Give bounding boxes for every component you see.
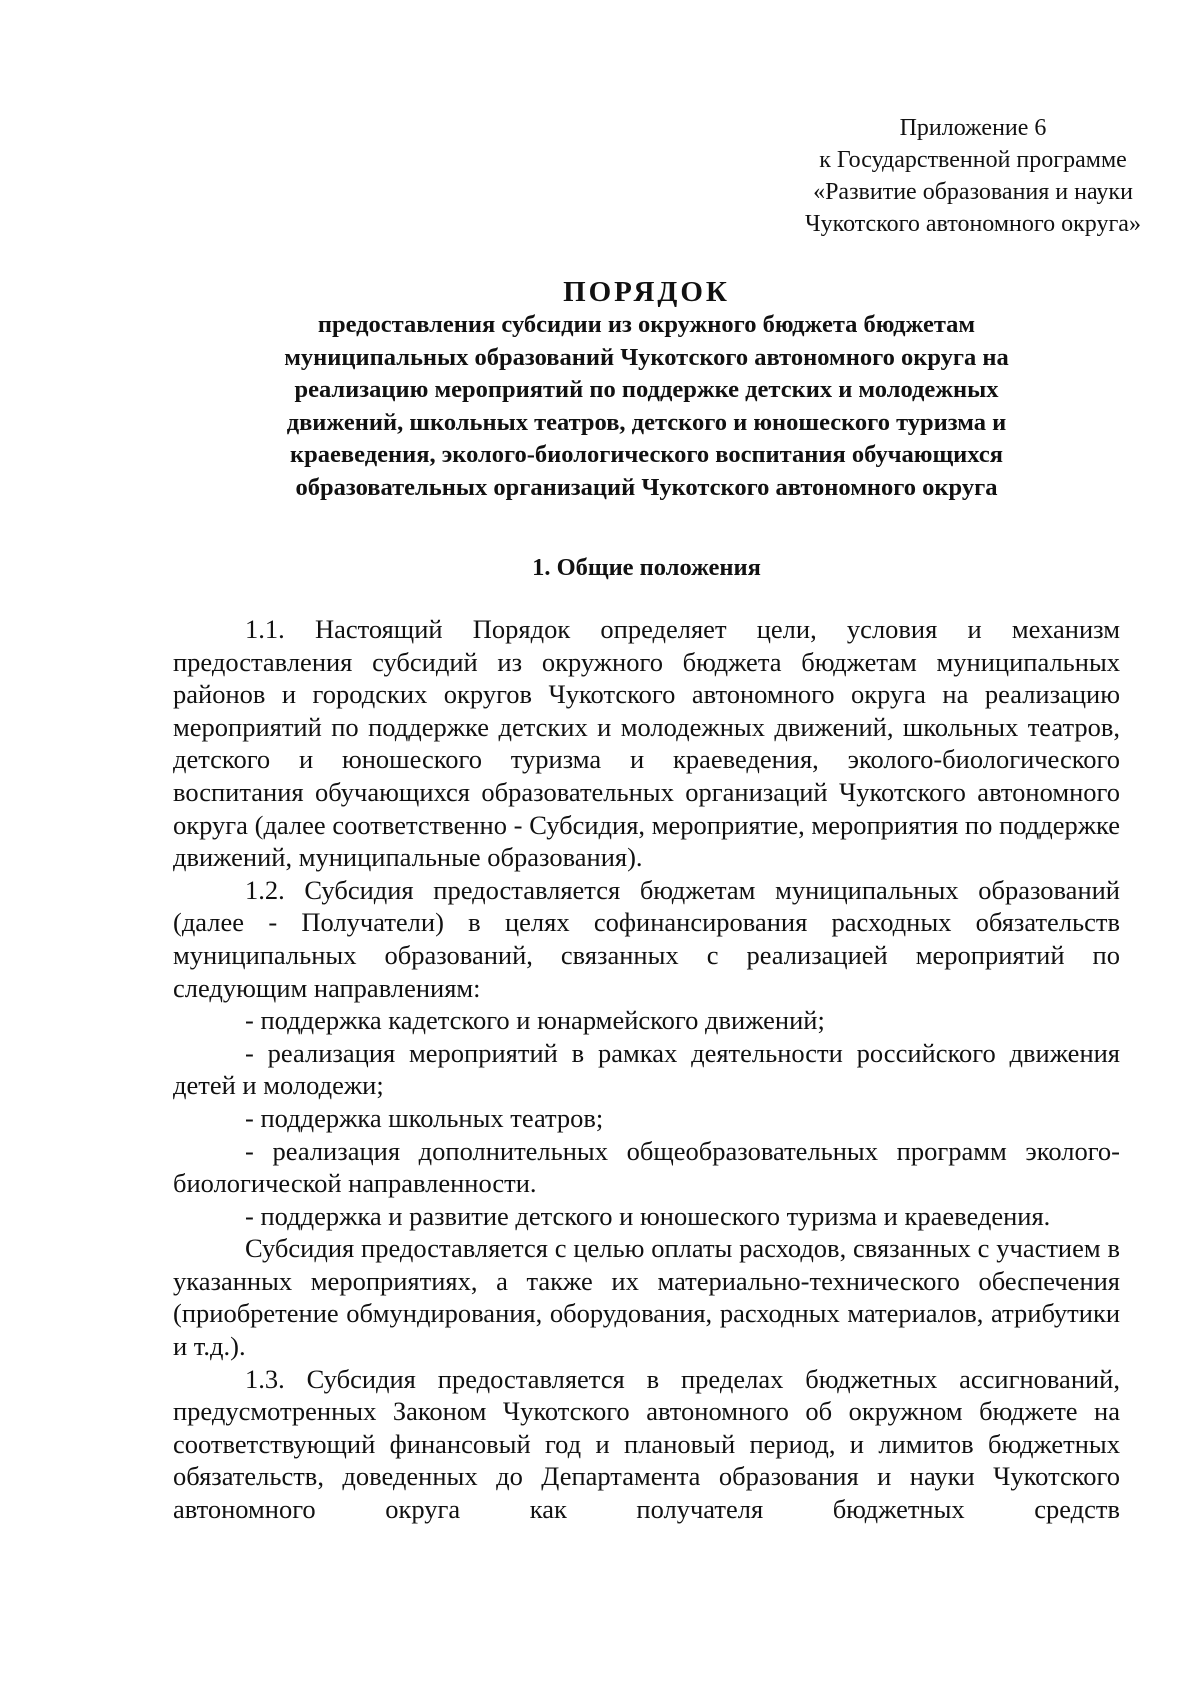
paragraph-1-2: 1.2. Субсидия предоставляется бюджетам муниципальных образований (далее - Получатели) в целях софинансирования расходных обязательств муниципальных образований, связанных с реализацией мероприятий по следующим направлениям: [173,874,1120,1003]
appendix-line-3: «Развитие образования и науки [813,179,1133,205]
paragraph-1-1: 1.1. Настоящий Порядок определяет цели, условия и механизм предоставления субсидий из окружного бюджета бюджетам муниципальных районов и городских округов Чукотского автономного округа на реализацию мероприятий по поддержке детских и молодежных движений, школьных театров, детского и юношеского туризма и краеведения, эколого-биологического воспитания обучающихся образовательных организаций Чукотского автономного округа (далее соответственно - Субсидия, мероприятие, мероприятия по поддержке движений, муниципальные образования). [173,614,1120,873]
subtitle-line-5: краеведения, эколого-биологического воспитания обучающихся [290,441,1003,468]
list-item-eco-programs: - реализация дополнительных общеобразовательных программ эколого-биологической направленности. [173,1135,1120,1199]
paragraph-1-3: 1.3. Субсидия предоставляется в пределах бюджетных ассигнований, предусмотренных Законом Чукотского автономного об окружном бюджете на соответствующий финансовый год и плановый период, и лимитов бюджетных обязательств, доведенных до Департамента образования и науки Чукотского автономного округа как получателя бюджетных средств [173,1363,1120,1525]
appendix-note [793,112,1153,240]
list-item-school-theaters: - поддержка школьных театров; [245,1102,604,1133]
subtitle-line-4: движений, школьных театров, детского и юношеского туризма и [286,408,1007,436]
subtitle-line-6: образовательных организаций Чукотского автономного округа [295,473,998,501]
title-block [173,275,1120,504]
subtitle-line-3: реализацию мероприятий по поддержке детских и молодежных [294,376,999,403]
list-item-russian-movement: - реализация мероприятий в рамках деятельности российского движения детей и молодежи; [173,1037,1120,1101]
section-body [173,613,1120,1526]
appendix-line-2: к Государственной программе [819,147,1127,173]
appendix-line-1: Приложение 6 [899,115,1047,141]
subtitle-line-2: муниципальных образований Чукотского автономного округа на [284,343,1009,371]
subtitle-line-1: предоставления субсидии из окружного бюджета бюджетам [317,311,976,338]
document-subtitle [173,309,1120,504]
list-item-cadet: - поддержка кадетского и юнармейского движений; [245,1005,825,1036]
section-heading: 1. Общие положения [532,554,761,581]
appendix-line-4: Чукотского автономного округа» [805,211,1141,237]
list-item-tourism: - поддержка и развитие детского и юношеского туризма и краеведения. [245,1200,1051,1231]
document-title: ПОРЯДОК [563,276,730,308]
paragraph-subsidy-purpose: Субсидия предоставляется с целью оплаты расходов, связанных с участием в указанных мероприятиях, а также их материально-технического обеспечения (приобретение обмундирования, оборудования, расходных материалов, атрибутики и т.д.). [173,1233,1120,1362]
